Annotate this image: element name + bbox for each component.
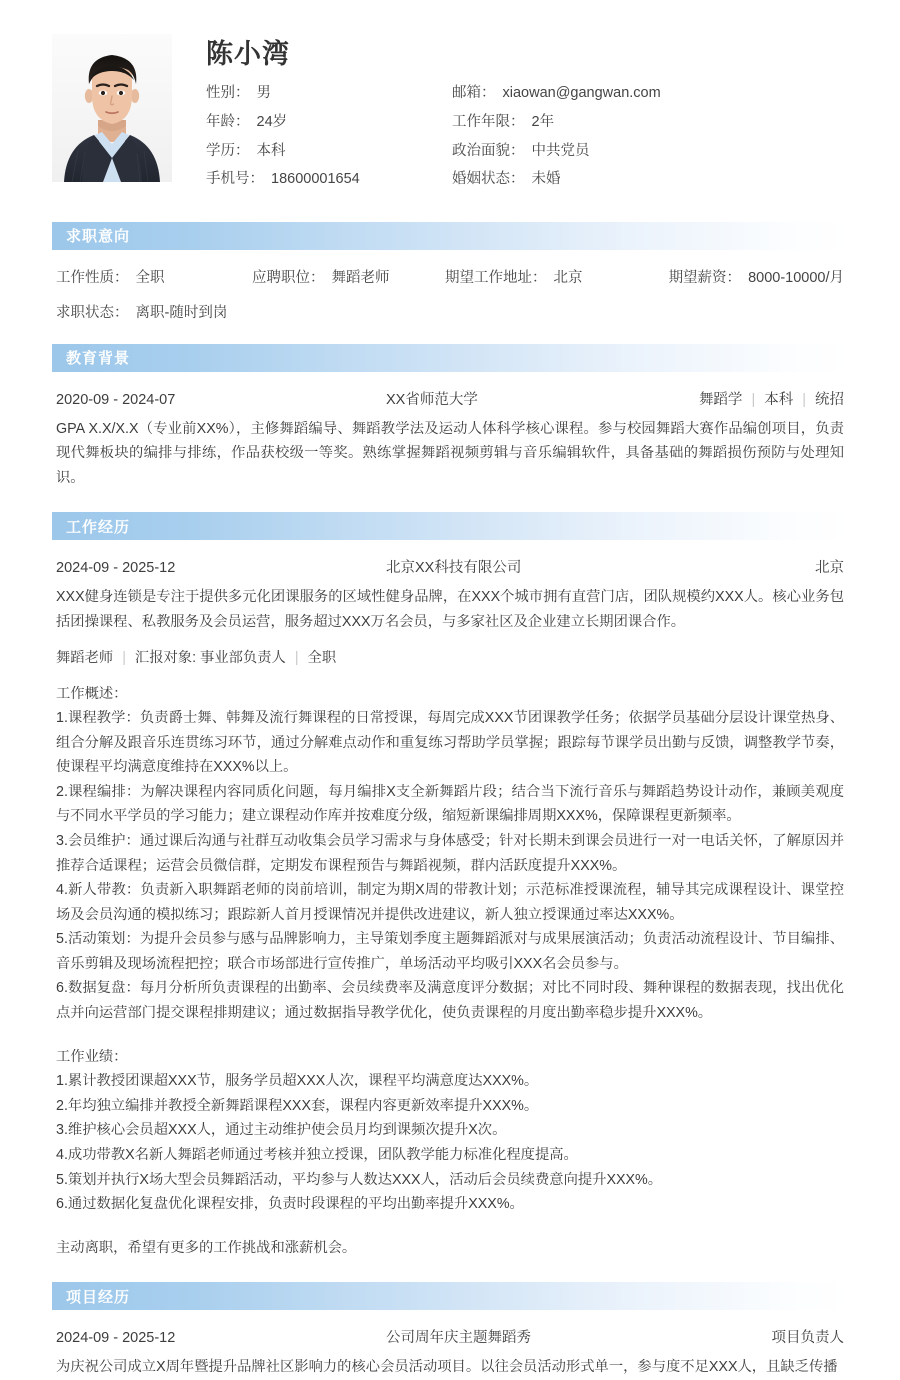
field-expected-salary [667, 266, 844, 287]
info-value: 未婚 [531, 171, 561, 188]
section-header-project [52, 1282, 848, 1310]
section-title: 项目经历 [66, 1288, 131, 1306]
info-value: 2年 [531, 113, 555, 130]
section-header-work [52, 512, 848, 540]
field-target-location [445, 266, 667, 287]
page-title: 陈小湾 [206, 39, 290, 69]
info-value: 本科 [256, 142, 286, 159]
field-job-search-status [56, 301, 252, 322]
info-label: 工作年限： [452, 113, 525, 130]
info-label: 手机号： [206, 171, 264, 188]
work-role-tags [56, 647, 844, 667]
work-overview-item: 4.新人带教：负责新入职舞蹈老师的岗前培训，制定为期X周的带教计划；示范标准授课流程，辅导其完成课程设计、课堂控场及会员沟通的模拟练习；跟踪新人首月授课情况并提供改进建议，新人独立授课通过率达XXX%。 [56, 882, 844, 923]
info-field-political-status [452, 142, 848, 162]
section-body-education [52, 376, 848, 491]
work-overview-block [56, 682, 844, 1026]
info-value: 中共党员 [531, 142, 590, 159]
portrait-photo-icon [52, 34, 172, 182]
info-label: 年龄： [206, 113, 250, 130]
info-label: 邮箱： [452, 85, 496, 102]
info-field-email [452, 84, 848, 104]
education-tags [699, 388, 844, 409]
info-field-experience-years [452, 113, 848, 133]
info-label: 婚姻状态： [452, 171, 525, 188]
education-major: 舞蹈学 [698, 391, 743, 408]
work-results-item: 6.通过数据化复盘优化课程安排，负责时段课程的平均出勤率提升XXX%。 [56, 1196, 524, 1213]
work-overview-item: 5.活动策划：为提升会员参与感与品牌影响力，主导策划季度主题舞蹈派对与成果展演活动；负责活动流程设计、节目编排、音乐剪辑及现场流程把控；联合市场部进行宣传推广，单场活动平均吸引XXX名会员参与。 [56, 931, 844, 972]
info-label: 学历： [206, 142, 250, 159]
info-label: 政治面貌： [452, 142, 525, 159]
work-results-block [56, 1045, 844, 1217]
info-value: xiaowan@gangwan.com [502, 85, 661, 102]
job-intent-row-2 [56, 301, 844, 322]
field-value: 全职 [135, 269, 165, 286]
field-label: 工作性质： [56, 269, 129, 286]
project-role: 项目负责人 [771, 1330, 844, 1347]
field-label: 求职状态： [56, 304, 129, 321]
project-name: 公司周年庆主题舞蹈秀 [386, 1330, 531, 1347]
work-role-title: 舞蹈老师 [56, 649, 114, 666]
section-title: 教育背景 [66, 350, 131, 368]
education-entry-header [56, 388, 844, 409]
work-results-item: 2.年均独立编排并教授全新舞蹈课程XXX套，课程内容更新效率提升XXX%。 [56, 1097, 539, 1114]
info-field-gender [206, 84, 452, 104]
education-admission-type: 统招 [815, 391, 844, 408]
work-entry-header [56, 556, 844, 577]
info-value: 男 [256, 85, 271, 102]
divider: | [751, 391, 756, 408]
field-label: 期望薪资： [668, 269, 742, 286]
project-entry-header [56, 1326, 844, 1347]
work-results-item: 3.维护核心会员超XXX人，通过主动维护使会员月均到课频次提升X次。 [56, 1122, 507, 1139]
work-overview-heading: 工作概述： [56, 685, 128, 702]
info-field-phone [206, 170, 452, 190]
education-date: 2020-09 - 2024-07 [56, 391, 176, 408]
education-degree: 本科 [764, 391, 794, 408]
education-description: GPA X.X/X.X（专业前XX%），主修舞蹈编导、舞蹈教学法及运动人体科学核心课程。参与校园舞蹈大赛作品编创项目，负责现代舞板块的编排与排练，作品获校级一等奖。熟练掌握舞蹈视频剪辑与音乐编辑软件，具备基础的舞蹈损伤预防与处理知识。 [56, 420, 844, 486]
work-overview-item: 6.数据复盘：每月分析所负责课程的出勤率、会员续费率及满意度评分数据；对比不同时段、舞种课程的数据表现，找出优化点并向运营部门提交课程排期建议；通过数据指导教学优化，使负责课程的月度出勤率稳步提升XXX%。 [56, 980, 844, 1022]
field-value: 离职-随时到岗 [135, 304, 228, 321]
job-intent-row-1 [56, 266, 844, 287]
field-job-type [56, 266, 252, 287]
profile-header [52, 0, 848, 200]
spacer [56, 1026, 844, 1045]
field-value: 舞蹈老师 [331, 269, 390, 286]
education-school: XX省师范大学 [386, 391, 478, 408]
section-body-work [52, 544, 848, 1260]
field-value: 北京 [553, 269, 583, 286]
work-results-item: 1.累计教授团课超XXX节，服务学员超XXX人次，课程平均满意度达XXX%。 [56, 1073, 539, 1090]
work-results-heading: 工作业绩： [56, 1048, 128, 1065]
info-field-age [206, 113, 452, 133]
work-employment-type: 全职 [307, 649, 337, 666]
section-body-job-intent [52, 254, 848, 322]
section-header-education [52, 344, 848, 372]
field-label: 期望工作地址： [445, 269, 547, 286]
section-header-job-intent [52, 222, 848, 250]
work-location: 北京 [815, 560, 844, 577]
work-overview-item: 2.课程编排：为解决课程内容同质化问题，每月编排X支全新舞蹈片段；结合当下流行音乐与舞蹈趋势设计动作，兼顾美观度与不同水平学员的学习能力；建立课程动作库并按难度分级，缩短新课编排周期XXX%，保障课程更新频率。 [56, 783, 844, 825]
project-date: 2024-09 - 2025-12 [56, 1330, 176, 1347]
divider: | [122, 649, 126, 666]
info-label: 性别： [206, 85, 250, 102]
spacer [56, 1217, 844, 1236]
project-description: 为庆祝公司成立X周年暨提升品牌社区影响力的核心会员活动项目。以往会员活动形式单一，参与度不足XXX人，且缺乏传播 [56, 1359, 838, 1376]
work-company-intro: XXX健身连锁是专注于提供多元化团课服务的区域性健身品牌，在XXX个城市拥有直营门店，团队规模约XXX人。核心业务包括团操课程、私教服务及会员运营，服务超过XXX万名会员，与多家社区及企业建立长期团课合作。 [56, 589, 844, 630]
avatar [52, 34, 172, 182]
work-company: 北京XX科技有限公司 [386, 560, 522, 577]
field-label: 应聘职位： [252, 269, 325, 286]
work-date: 2024-09 - 2025-12 [56, 560, 176, 577]
basic-info-grid [206, 84, 848, 189]
divider: | [802, 391, 806, 408]
identity-block [172, 34, 848, 190]
spacer [56, 669, 844, 682]
section-title: 工作经历 [66, 518, 131, 536]
divider: | [294, 649, 299, 666]
info-field-marital-status [452, 170, 848, 190]
work-overview-item: 1.课程教学：负责爵士舞、韩舞及流行舞课程的日常授课，每周完成XXX节团课教学任务；依据学员基础分层设计课堂热身、组合分解及跟音乐连贯练习环节，通过分解难点动作和重复练习帮助学员掌握；跟踪每节课学员出勤与反馈，调整教学节奏，使课程平均满意度维持在XXX%以上。 [56, 710, 844, 776]
work-overview-item: 3.会员维护：通过课后沟通与社群互动收集会员学习需求与身体感受；针对长期未到课会员进行一对一电话关怀，了解原因并推荐合适课程；运营会员微信群，定期发布课程预告与舞蹈视频，群内活跃度提升XXX%。 [56, 833, 844, 874]
work-report-to: 汇报对象: 事业部负责人 [134, 649, 286, 666]
field-value: 8000-10000/月 [748, 269, 844, 286]
work-results-item: 5.策划并执行X场大型会员舞蹈活动，平均参与人数达XXX人，活动后会员续费意向提升XXX%。 [56, 1171, 663, 1188]
info-value: 24岁 [256, 113, 288, 130]
section-title: 求职意向 [66, 228, 131, 246]
work-leave-reason: 主动离职，希望有更多的工作挑战和涨薪机会。 [56, 1239, 357, 1256]
work-results-item: 4.成功带教X名新人舞蹈老师通过考核并独立授课，团队教学能力标准化程度提高。 [56, 1146, 578, 1163]
field-target-position [252, 266, 445, 287]
section-body-project [52, 1314, 848, 1380]
info-value: 18600001654 [271, 171, 360, 188]
info-field-degree [206, 142, 452, 162]
